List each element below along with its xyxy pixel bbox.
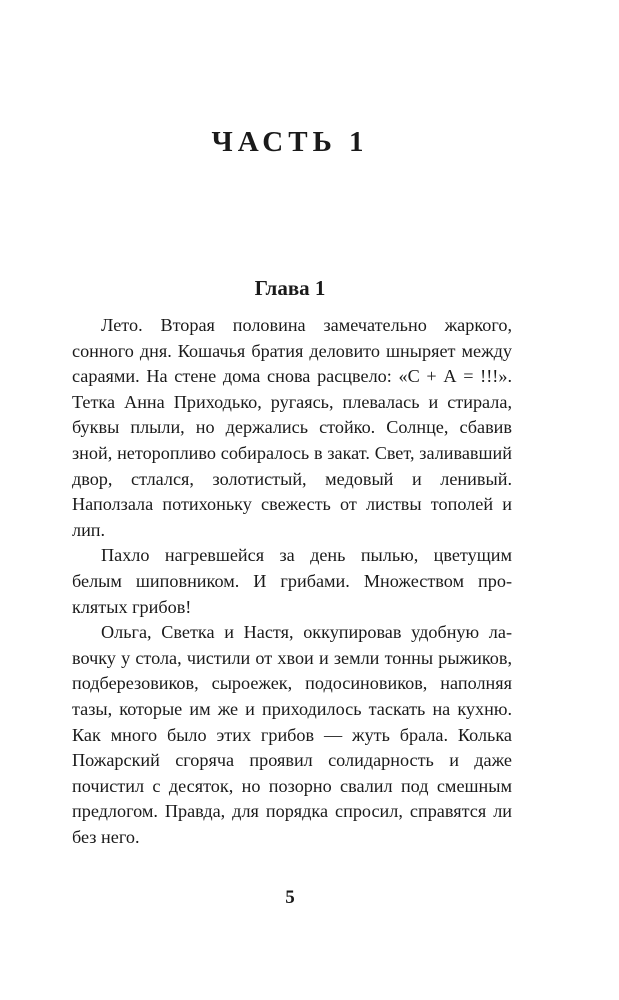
paragraph: Пахло нагревшейся за день пылью, цветущим белым шиповником. И грибами. Множеством проклятых грибов! <box>72 545 512 617</box>
page-number: 5 <box>285 887 295 908</box>
body-text <box>72 313 512 850</box>
chapter-title: Глава 1 <box>254 276 326 300</box>
part-title: ЧАСТЬ 1 <box>211 126 369 158</box>
paragraph: Ольга, Светка и Настя, оккупировав удобную лавочку у стола, чистили от хвои и земли тонны рыжиков, подберезовиков, сыроежек, подосиновиков, наполняя тазы, которые им же и приходилось таскать на кухню. Как много было этих грибов — жуть брала. Колька Пожарский сгоряча проявил солидарность и даже почистил с десяток, но позорно свалил под смешным предлогом. Правда, для порядка спросил, справятся ли без него. <box>72 622 512 847</box>
paragraph: Лето. Вторая половина замечательно жаркого, сонного дня. Кошачья братия деловито шныряет между сараями. На стене дома снова расцвело: «С + А = !!!». Тетка Анна Приходько, ругаясь, плевалась и стирала, буквы плыли, но держались стойко. Солнце, сбавив зной, неторопливо собиралось в закат. Свет, заливавший двор, стлался, золотистый, медовый и ленивый. Наползала потихоньку свежесть от листвы тополей и лип. <box>72 315 512 540</box>
